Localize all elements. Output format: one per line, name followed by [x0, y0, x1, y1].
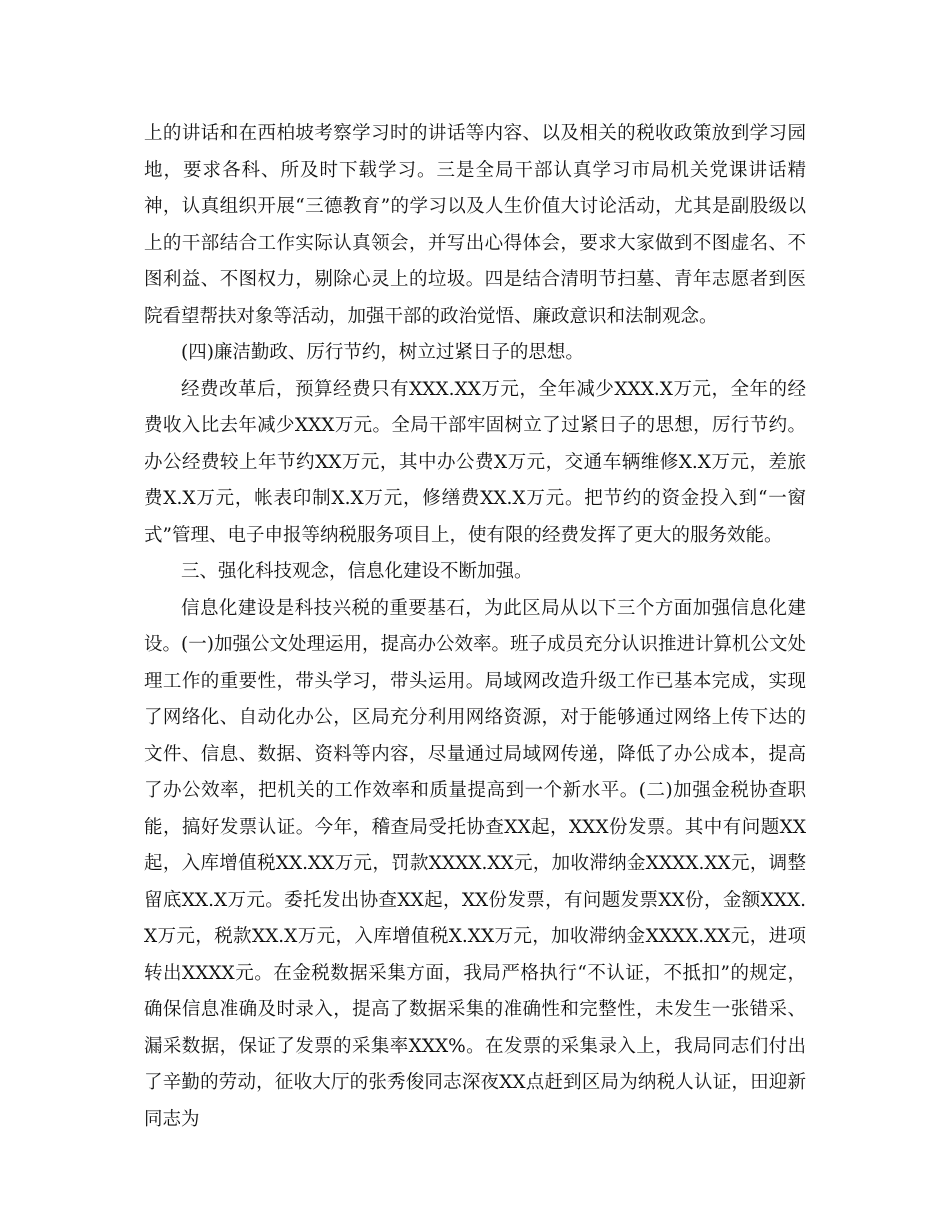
paragraph-continuation: 上的讲话和在西柏坡考察学习时的讲话等内容、以及相关的税收政策放到学习园地，要求各科、所及时下载学习。三是全局干部认真学习市局机关党课讲话精神，认真组织开展“三德教育”的学习以及人生价值大讨论活动，尤其是副股级以上的干部结合工作实际认真领会，并写出心得体会，要求大家做到不图虚名、不图利益、不图权力，剔除心灵上的垃圾。四是结合清明节扫墓、青年志愿者到医院看望帮扶对象等活动，加强干部的政治觉悟、廉政意识和法制观念。 [144, 123, 806, 327]
paragraph-heading-thrift: (四)廉洁勤政、厉行节约，树立过紧日子的思想。 [181, 342, 584, 363]
paragraph-informatization: 信息化建设是科技兴税的重要基石，为此区局从以下三个方面加强信息化建设。(一)加强公文处理运用，提高办公效率。班子成员充分认识推进计算机公文处理工作的重要性，带头学习，带头运用。局域网改造升级工作已基本完成，实现了网络化、自动化办公，区局充分利用网络资源，对于能够通过网络上传下达的文件、信息、数据、资料等内容，尽量通过局域网传递，降低了办公成本，提高了办公效率，把机关的工作效率和质量提高到一个新水平。(二)加强金税协查职能，搞好发票认证。今年，稽查局受托协查XX起，XXX份发票。其中有问题XX起，入库增值税XX.XX万元，罚款XXXX.XX元，加收滞纳金XXXX.XX元，调整留底XX.X万元。委托发出协查XX起，XX份发票，有问题发票XX份，金额XXX.X万元，税款XX.X万元，入库增值税X.XX万元，加收滞纳金XXXX.XX元，进项转出XXXX元。在金税数据采集方面，我局严格执行“不认证，不抵扣”的规定，确保信息准确及时录入，提高了数据采集的准确性和完整性，未发生一张错采、漏采数据，保证了发票的采集率XXX%。在发票的采集录入上，我局同志们付出了辛勤的劳动，征收大厅的张秀俊同志深夜XX点赶到区局为纳税人认证，田迎新同志为 [144, 597, 806, 1130]
document-body [144, 116, 806, 1138]
paragraph-budget: 经费改革后，预算经费只有XXX.XX万元，全年减少XXX.X万元，全年的经费收入比去年减少XXX万元。全局干部牢固树立了过紧日子的思想，厉行节约。办公经费较上年节约XX万元，其中办公费X万元，交通车辆维修X.X万元，差旅费X.X万元，帐表印制X.X万元，修缮费XX.X万元。把节约的资金投入到“一窗式”管理、电子申报等纳税服务项目上，使有限的经费发挥了更大的服务效能。 [144, 378, 806, 546]
paragraph-heading-technology: 三、强化科技观念，信息化建设不断加强。 [181, 561, 533, 582]
